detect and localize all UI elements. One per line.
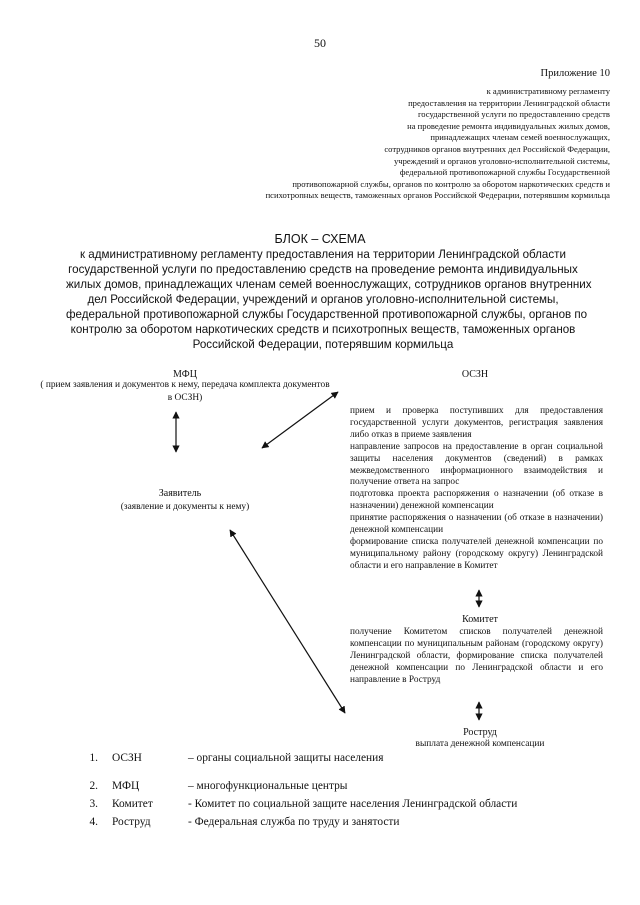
regulation-line: федеральной противопожарной службы Государственной xyxy=(399,167,610,178)
legend-abbr: ОСЗН xyxy=(112,752,142,764)
legend-row xyxy=(72,749,517,767)
legend-definition: – органы социальной защиты населения xyxy=(188,752,384,764)
regulation-line: предоставления на территории Ленинградской области xyxy=(408,97,610,108)
document-title: БЛОК – СХЕМА xyxy=(274,232,366,246)
regulation-line: принадлежащих членам семей военнослужащих, xyxy=(430,132,610,143)
regulation-line: противопожарной службы, органов по контролю за оборотом наркотических средств и xyxy=(292,178,610,189)
oszn-step: прием и проверка поступивших для предоставления государственной услуги документов, регистрация заявления либо отказ в приеме заявления xyxy=(350,406,603,440)
legend-number: 1. xyxy=(89,752,98,764)
legend-definition: - Комитет по социальной защите населения Ленинградской области xyxy=(188,798,518,810)
regulation-line: на проведение ремонта индивидуальных жилых домов, xyxy=(407,120,610,131)
legend-number: 2. xyxy=(89,780,98,792)
mfc-description: ( прием заявления и документов к нему, передача комплекта документов в ОСЗН) xyxy=(40,380,330,403)
legend-number: 4. xyxy=(89,816,98,828)
legend-row xyxy=(72,813,517,831)
subtitle-line: к административному регламенту предоставления на территории Ленинградской области xyxy=(80,248,566,261)
rostrud-title: Роструд xyxy=(463,727,497,738)
legend-row xyxy=(72,777,517,795)
legend-number: 3. xyxy=(89,798,98,810)
arrow-applicant-rostrud xyxy=(230,530,345,713)
komitet-title: Комитет xyxy=(462,614,498,625)
regulation-line: учреждений и органов уголовно-исполнительной системы, xyxy=(393,155,610,166)
page-number: 50 xyxy=(314,36,326,50)
legend-definition: - Федеральная служба по труду и занятости xyxy=(188,816,400,828)
legend-row xyxy=(72,795,517,813)
subtitle-line: дел Российской Федерации, учреждений и органов уголовно-исполнительной системы, xyxy=(87,293,559,306)
regulation-line: психотропных веществ, таможенных органов Российской Федерации, потерявшим кормильца xyxy=(265,190,610,201)
subtitle-line: федеральной противопожарной службы Государственной противопожарной службы, органов по xyxy=(66,308,588,321)
legend-abbr: Роструд xyxy=(112,816,151,828)
regulation-line: сотрудников органов внутренних дел Российской Федерации, xyxy=(384,143,610,154)
regulation-line: государственной услуги по предоставлению средств xyxy=(417,109,610,120)
regulation-line: к административному регламенту xyxy=(486,86,610,96)
subtitle-line: Российской Федерации, потерявшим кормильца xyxy=(192,338,454,351)
oszn-step: подготовка проекта распоряжения о назначении (об отказе в назначении) денежной компенсации xyxy=(350,489,603,512)
subtitle-line: контролю за оборотом наркотических средств и психотропных веществ, таможенных органов xyxy=(70,323,576,336)
legend-abbr: Комитет xyxy=(112,798,153,810)
applicant-title: Заявитель xyxy=(158,488,202,499)
appendix-label: Приложение 10 xyxy=(540,68,610,79)
oszn-step: принятие распоряжения о назначении (об отказе в назначении) денежной компенсации xyxy=(350,513,603,536)
subtitle-line: государственной услуги по предоставлению средств на проведение ремонта индивидуальных xyxy=(68,263,578,276)
arrow-mfc-oszn xyxy=(262,392,338,448)
mfc-title: МФЦ xyxy=(173,369,197,380)
oszn-step: направление запросов на предоставление в орган социальной защиты населения документов (сведений) в рамках межведомственного информационного взаимодействия и получение ответа на запрос xyxy=(350,441,603,488)
komitet-description: получение Комитетом списков получателей денежной компенсации по муниципальным районам (городскому округу) Ленинградской области, формирование списка получателей денежной компенсации по Ленинградской области и его направление в Роструд xyxy=(350,627,603,685)
rostrud-description: выплата денежной компенсации xyxy=(415,739,545,749)
oszn-title: ОСЗН xyxy=(461,369,489,380)
legend-abbr: МФЦ xyxy=(112,780,140,792)
legend-definition: – многофункциональные центры xyxy=(188,780,348,792)
subtitle-line: жилых домов, принадлежащих членам семей военнослужащих, сотрудников органов внутренних xyxy=(66,278,592,291)
oszn-step: формирование списка получателей денежной компенсации по муниципальному району (городскому округу) Ленинградской области и его направление в Комитет xyxy=(350,536,603,571)
applicant-description: (заявление и документы к нему) xyxy=(120,502,250,512)
abbreviations-legend xyxy=(72,749,517,831)
